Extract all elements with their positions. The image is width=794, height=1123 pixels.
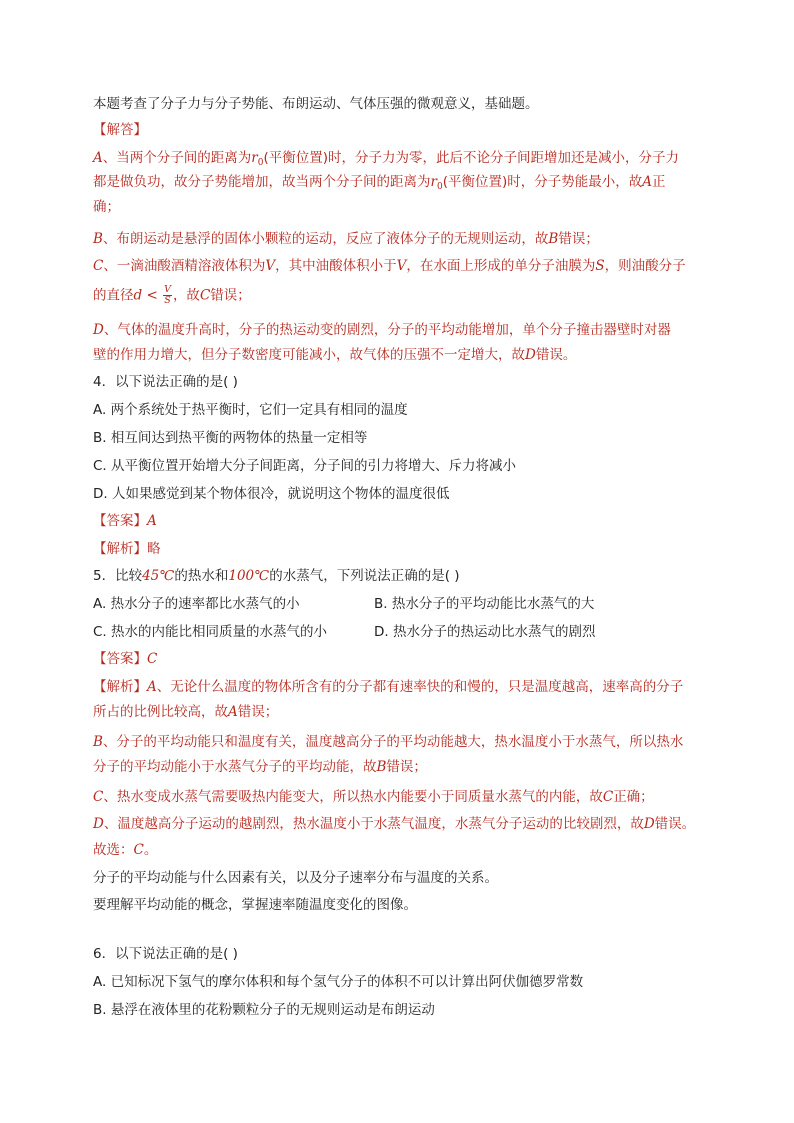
q5-choose: 故选：C。 — [93, 842, 158, 858]
q3-c-line2: 的直径d < $\frac{V}{S}$ ，故C错误； — [93, 284, 251, 306]
q3-a-line2: 都是做负功，故分子势能增加，故当两个分子间的距离为$r_0$(平衡位置)时，分子势能最小，故A正 — [93, 174, 666, 192]
q4-option-b: B. 相互间达到热平衡的两物体的热量一定相等 — [93, 430, 368, 446]
r0-symbol: $r_0$ — [430, 174, 443, 192]
q5-analysis-d: D、温度越高分子运动的越剧烈，热水温度小于水蒸气温度，水蒸气分子运动的比较剧烈，故D错误。 — [93, 816, 696, 832]
q4-analysis: 【解析】略 — [93, 541, 161, 557]
q5-option-c: C. 热水的内能比相同质量的水蒸气的小 — [93, 624, 328, 640]
q3-d-line2: 壁的作用力增大，但分子数密度可能减小，故气体的压强不一定增大，故D错误。 — [93, 347, 577, 363]
r0-symbol: $r_0$ — [251, 150, 264, 168]
q4-option-c: C. 从平衡位置开始增大分子间距离，分子间的引力将增大、斥力将减小 — [93, 458, 517, 474]
q3-a-line3: 确； — [93, 199, 120, 215]
q5-analysis-b2: 分子的平均动能小于水蒸气分子的平均动能，故B错误； — [93, 759, 427, 775]
q4-stem: 4．以下说法正确的是( ) — [93, 374, 238, 390]
q4-answer: 【答案】A — [93, 513, 157, 529]
q5-option-d: D. 热水分子的热运动比水蒸气的剧烈 — [374, 624, 596, 640]
q4-option-a: A. 两个系统处于热平衡时，它们一定具有相同的温度 — [93, 402, 408, 418]
q4-option-d: D. 人如果感觉到某个物体很冷，就说明这个物体的温度很低 — [93, 486, 450, 502]
q5-analysis-a2: 所占的比例比较高，故A错误； — [93, 704, 279, 720]
q6-option-a: A. 已知标况下氢气的摩尔体积和每个氢气分子的体积不可以计算出阿伏伽德罗常数 — [93, 974, 584, 990]
q5-note1: 分子的平均动能与什么因素有关，以及分子速率分布与温度的关系。 — [93, 870, 498, 886]
q3-c-line1: C、一滴油酸酒精溶液体积为V，其中油酸体积小于V，在水面上形成的单分子油膜为S，则油酸分子 — [93, 258, 686, 274]
q3-a-line1: A、当两个分子间的距离为$r_0$(平衡位置)时，分子力为零，此后不论分子间距增加还是减小，分子力 — [93, 150, 679, 168]
q5-option-a: A. 热水分子的速率都比水蒸气的小 — [93, 596, 300, 612]
intro-text: 本题考查了分子力与分子势能、布朗运动、气体压强的微观意义，基础题。 — [93, 96, 539, 112]
q3-solution-tag: 【解答】 — [93, 122, 147, 138]
q5-answer: 【答案】C — [93, 651, 158, 667]
q6-stem: 6．以下说法正确的是( ) — [93, 946, 238, 962]
q5-analysis-b1: B、分子的平均动能只和温度有关，温度越高分子的平均动能越大，热水温度小于水蒸气，所以热水 — [93, 734, 684, 750]
q3-d-line1: D、气体的温度升高时，分子的热运动变的剧烈，分子的平均动能增加，单个分子撞击器壁时对器 — [93, 322, 671, 338]
q5-option-b: B. 热水分子的平均动能比水蒸气的大 — [374, 596, 595, 612]
q6-option-b: B. 悬浮在液体里的花粉颗粒分子的无规则运动是布朗运动 — [93, 1002, 435, 1018]
q3-b-line: B、布朗运动是悬浮的固体小颗粒的运动，反应了液体分子的无规则运动，故B错误； — [93, 231, 599, 247]
q5-analysis-a1: 【解析】A、无论什么温度的物体所含有的分子都有速率快的和慢的，只是温度越高，速率高的分子 — [93, 679, 684, 695]
q5-stem: 5．比较45℃的热水和100℃的水蒸气，下列说法正确的是( ) — [93, 568, 460, 584]
q5-analysis-c: C、热水变成水蒸气需要吸热内能变大，所以热水内能要小于同质量水蒸气的内能，故C正确； — [93, 789, 654, 805]
fraction: $\frac{V}{S}$ — [164, 284, 171, 306]
q5-note2: 要理解平均动能的概念，掌握速率随温度变化的图像。 — [93, 897, 417, 913]
